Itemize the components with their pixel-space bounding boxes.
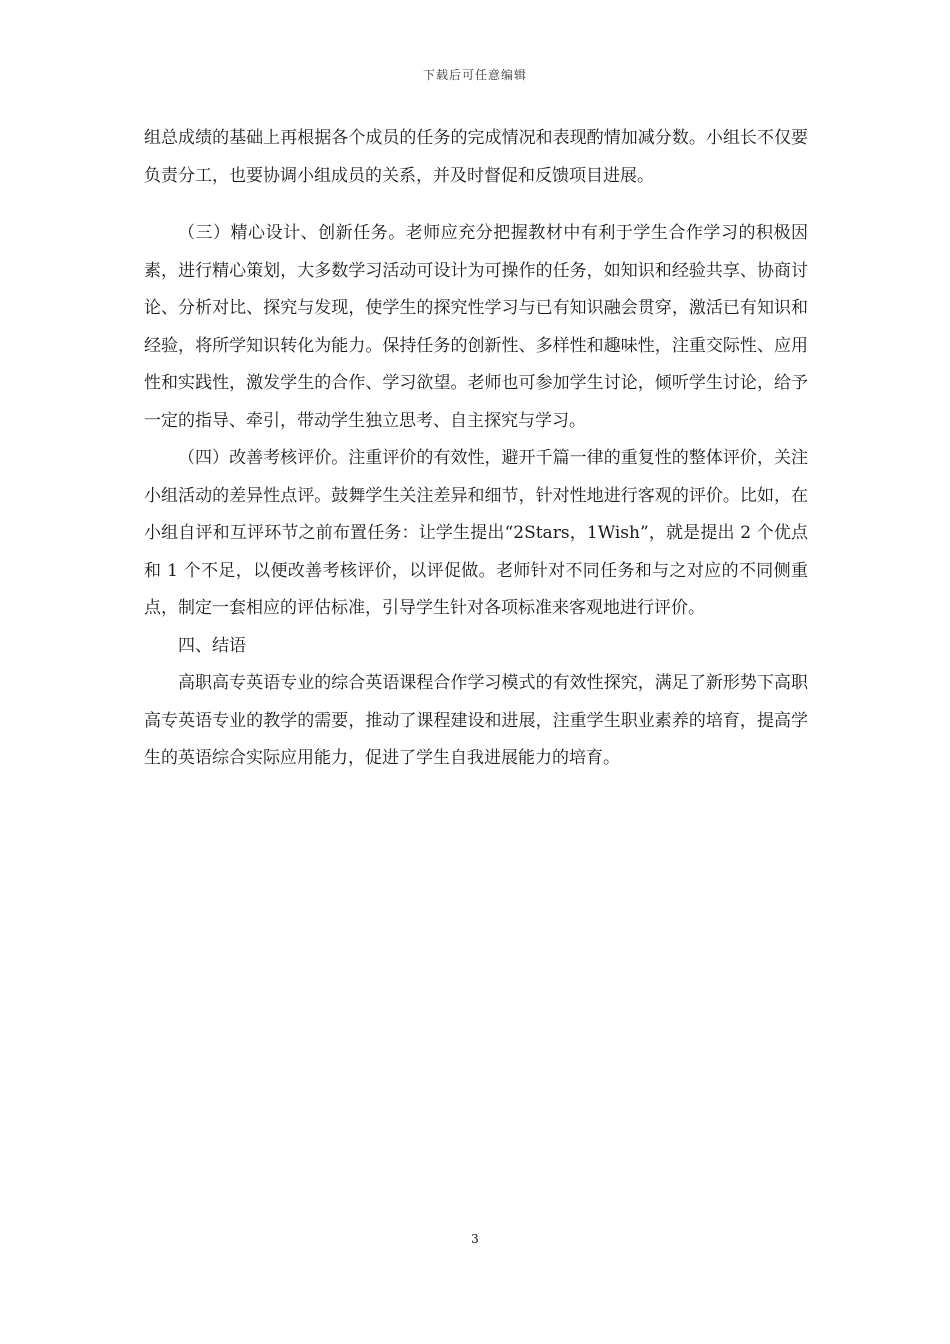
page-number: 3 bbox=[471, 1232, 479, 1246]
paragraph-evaluation: （四）改善考核评价。注重评价的有效性，避开千篇一律的重复性的整体评价，关注小组活动的差异性点评。鼓舞学生关注差异和细节，针对性地进行客观的评价。比如，在小组自评和互评环节之前布置任务：让学生提出“2Stars，1Wish”，就是提出 2 个优点和 1 个不足，以便改善考核评价，以评促做。老师针对不同任务和与之对应的不同侧重点，制定一套相应的评估标准，引导学生针对各项标准来客观地进行评价。 bbox=[144, 448, 808, 618]
paragraph-continuation: 组总成绩的基础上再根据各个成员的任务的完成情况和表现酌情加减分数。小组长不仅要负责分工，也要协调小组成员的关系，并及时督促和反馈项目进展。 bbox=[144, 128, 808, 186]
section-heading-conclusion: 四、结语 bbox=[178, 635, 246, 656]
paragraph-design-tasks: （三）精心设计、创新任务。老师应充分把握教材中有利于学生合作学习的积极因素，进行精心策划，大多数学习活动可设计为可操作的任务，如知识和经验共享、协商讨论、分析对比、探究与发现，使学生的探究性学习与已有知识融会贯穿，激活已有知识和经验，将所学知识转化为能力。保持任务的创新性、多样性和趣味性，注重交际性、应用性和实践性，激发学生的合作、学习欲望。老师也可参加学生讨论，倾听学生讨论，给予一定的指导、牵引，带动学生独立思考、自主探究与学习。 bbox=[144, 223, 808, 431]
page-header: 下载后可任意编辑 bbox=[422, 68, 527, 82]
document-body bbox=[144, 120, 808, 778]
paragraph-conclusion: 高职高专英语专业的综合英语课程合作学习模式的有效性探究，满足了新形势下高职高专英语专业的教学的需要，推动了课程建设和进展，注重学生职业素养的培育，提高学生的英语综合实际应用能力，促进了学生自我进展能力的培育。 bbox=[144, 673, 808, 768]
